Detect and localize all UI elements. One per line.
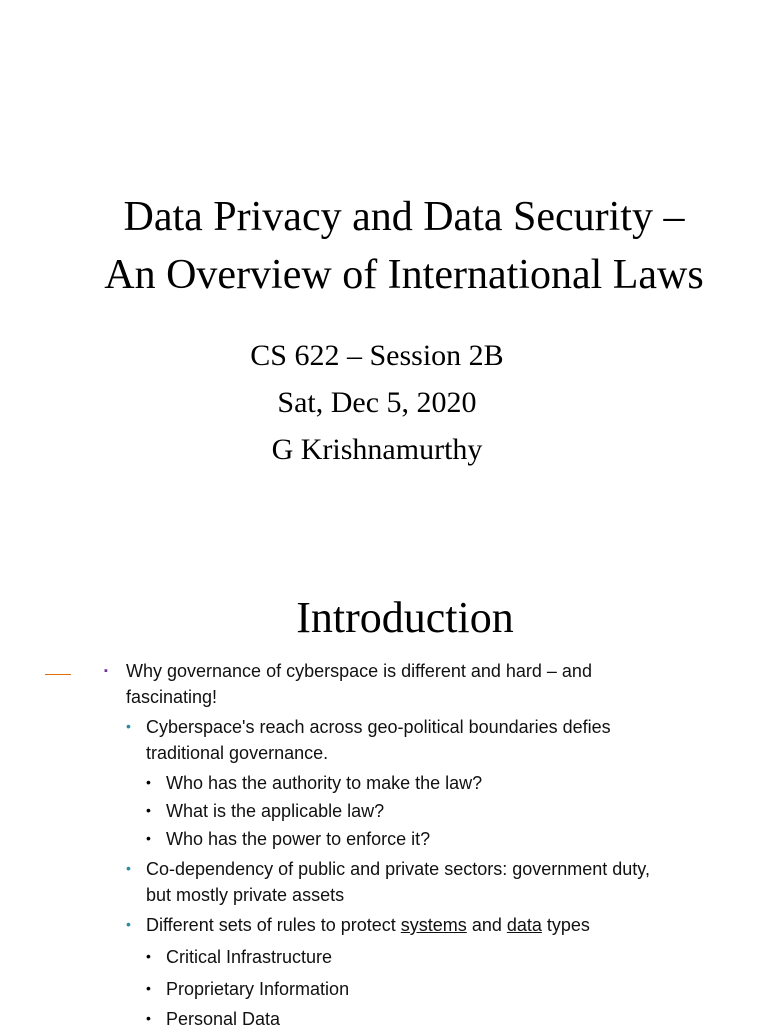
bullet-line: Co-dependency of public and private sectors: government duty,	[146, 859, 650, 879]
bullet-line: Who has the authority to make the law?	[166, 773, 483, 793]
bullet-line: Why governance of cyberspace is different and hard – and	[126, 661, 592, 681]
slide-title	[40, 188, 768, 304]
introduction-slide	[0, 570, 768, 1029]
bullet-line: Who has the power to enforce it?	[166, 829, 431, 849]
dot-bullet-icon: •	[146, 948, 151, 964]
underlined-systems: systems	[400, 915, 467, 935]
bullet-line: but mostly private assets	[146, 885, 345, 905]
bullet-item-4	[146, 798, 706, 824]
text-span: and	[466, 915, 507, 935]
bullet-line: Proprietary Information	[166, 979, 350, 999]
bullet-line: What is the applicable law?	[166, 801, 385, 821]
dot-bullet-icon: •	[126, 916, 131, 932]
square-bullet-icon: ▪	[104, 665, 108, 677]
session-date: Sat, Dec 5, 2020	[277, 386, 477, 419]
bullet-item-1	[104, 658, 664, 710]
bullet-item-8	[146, 944, 706, 970]
presenter-name: G Krishnamurthy	[271, 433, 483, 466]
bullet-item-7	[126, 912, 726, 938]
bullet-item-5	[146, 826, 706, 852]
dot-bullet-icon: •	[146, 980, 151, 996]
dot-bullet-icon: •	[146, 830, 151, 846]
underlined-data: data	[506, 915, 542, 935]
text-span: types	[541, 915, 590, 935]
dot-bullet-icon: •	[146, 802, 151, 818]
bullet-line: Personal Data	[166, 1009, 281, 1029]
text-span: Different sets of rules to protect	[146, 915, 401, 935]
dot-bullet-icon: •	[146, 1010, 151, 1026]
bullet-item-9	[146, 976, 706, 1002]
slide-heading: Introduction	[296, 593, 514, 642]
title-line-2: An Overview of International Laws	[104, 252, 704, 298]
bullet-item-2	[126, 714, 686, 766]
title-line-1: Data Privacy and Data Security –	[123, 194, 685, 240]
bullet-line: Critical Infrastructure	[166, 947, 333, 967]
bullet-item-3	[146, 770, 706, 796]
bullet-line: traditional governance.	[146, 743, 329, 763]
bullet-line	[126, 912, 726, 938]
bullet-item-6	[126, 856, 726, 908]
course-session: CS 622 – Session 2B	[250, 339, 504, 372]
accent-divider	[45, 674, 71, 675]
dot-bullet-icon: •	[146, 774, 151, 790]
slide-subtitle	[0, 332, 754, 473]
dot-bullet-icon: •	[126, 718, 131, 734]
dot-bullet-icon: •	[126, 860, 131, 876]
bullet-line: Cyberspace's reach across geo-political boundaries defies	[146, 717, 611, 737]
bullet-item-10	[146, 1006, 706, 1032]
bullet-line: fascinating!	[126, 687, 218, 707]
